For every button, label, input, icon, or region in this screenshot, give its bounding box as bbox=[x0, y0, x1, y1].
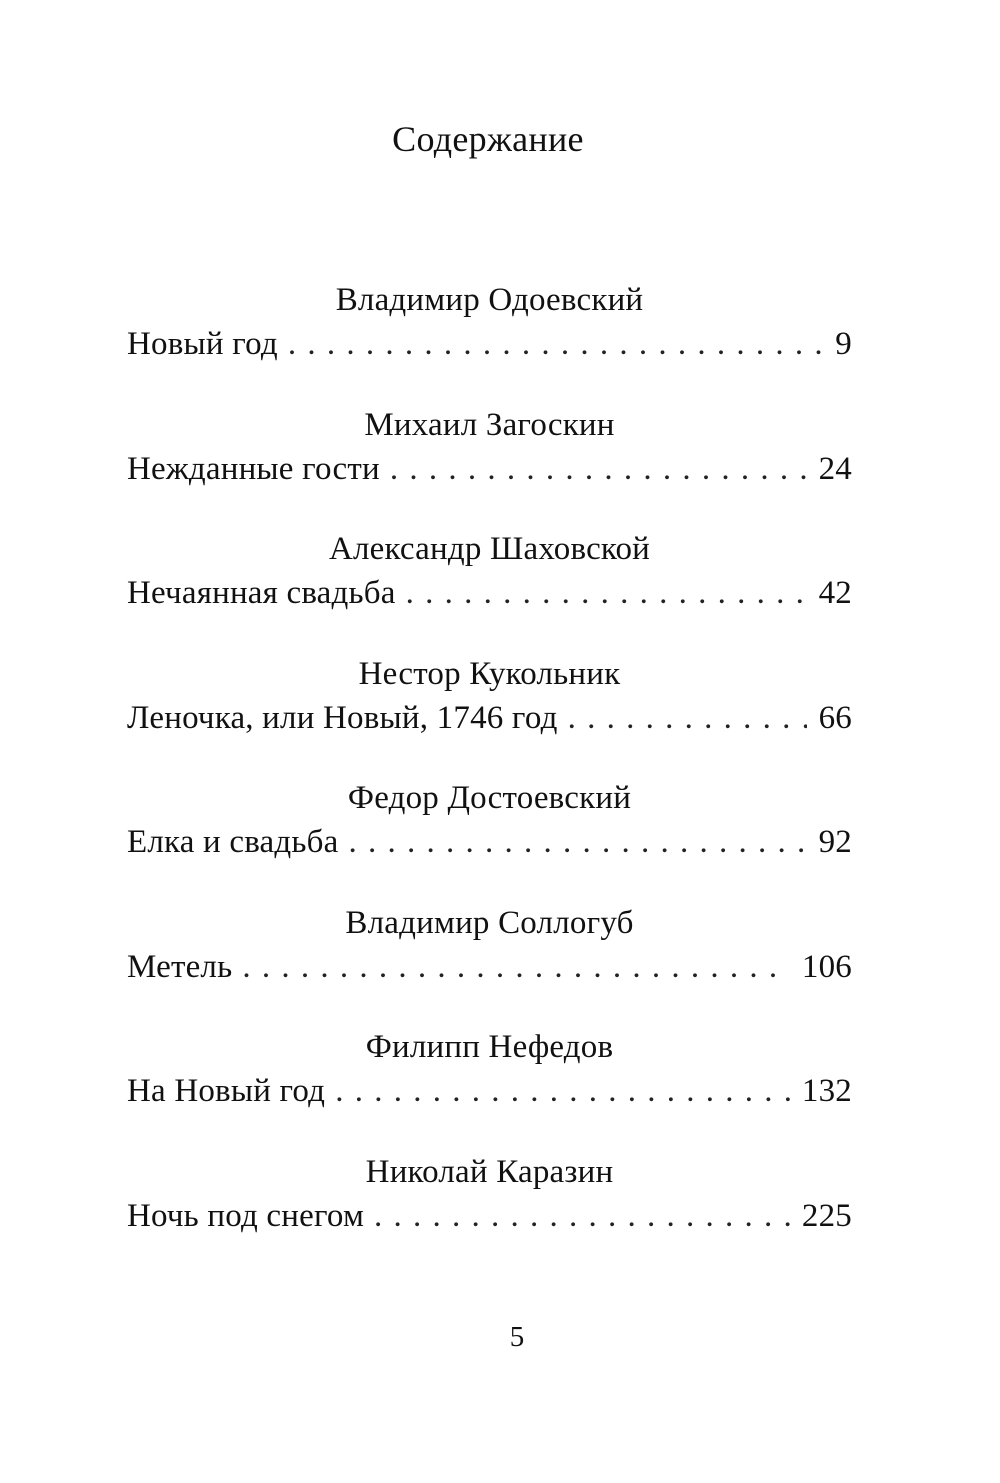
dot-leader bbox=[335, 1071, 790, 1111]
author-name: Владимир Соллогуб bbox=[345, 904, 634, 941]
dot-leader bbox=[390, 449, 807, 489]
author-name: Владимир Одоевский bbox=[335, 282, 644, 318]
toc-line bbox=[127, 696, 852, 738]
dot-leader bbox=[406, 573, 807, 613]
page-reference: 106 bbox=[801, 948, 852, 985]
dot-leader bbox=[288, 324, 823, 364]
page-reference: 66 bbox=[818, 699, 852, 736]
page-reference: 225 bbox=[801, 1197, 852, 1234]
work-title: Елка и свадьба bbox=[127, 824, 339, 860]
author-name: Федор Достоевский bbox=[347, 780, 632, 816]
dot-leader bbox=[374, 1196, 790, 1236]
toc-entry bbox=[127, 778, 852, 903]
toc-entry bbox=[127, 903, 852, 1028]
work-title: Нечаянная свадьба bbox=[127, 575, 396, 611]
toc-entry bbox=[127, 405, 852, 530]
toc-line bbox=[127, 945, 852, 987]
toc-line bbox=[127, 447, 852, 489]
toc-line bbox=[127, 820, 852, 862]
toc-entry bbox=[127, 280, 852, 405]
work-title: Метель bbox=[127, 948, 233, 985]
work-title: Ночь под снегом bbox=[127, 1197, 365, 1234]
toc-entry bbox=[127, 654, 852, 779]
work-title: Леночка, или Новый, 1746 год bbox=[127, 699, 558, 736]
work-title: Нежданные гости bbox=[127, 450, 380, 487]
page-reference: 24 bbox=[818, 450, 852, 487]
dot-leader bbox=[242, 947, 790, 987]
work-title: Новый год bbox=[127, 326, 278, 362]
page-reference: 92 bbox=[818, 824, 852, 860]
page-reference: 42 bbox=[818, 575, 852, 611]
table-of-contents bbox=[127, 280, 852, 1276]
page-title: Содержание bbox=[392, 119, 584, 159]
dot-leader bbox=[348, 822, 806, 862]
toc-line bbox=[127, 1194, 852, 1236]
page-reference: 132 bbox=[801, 1073, 852, 1109]
author-name: Нестор Кукольник bbox=[358, 655, 621, 692]
page-number: 5 bbox=[509, 1321, 525, 1353]
dot-leader bbox=[568, 698, 807, 738]
toc-entry bbox=[127, 1152, 852, 1277]
toc-entry bbox=[127, 1027, 852, 1152]
author-name: Михаил Загоскин bbox=[364, 406, 615, 443]
author-name: Филипп Нефедов bbox=[365, 1029, 614, 1065]
toc-line bbox=[127, 571, 852, 613]
author-name: Николай Каразин bbox=[365, 1153, 614, 1190]
work-title: На Новый год bbox=[127, 1073, 326, 1109]
author-name: Александр Шаховской bbox=[328, 531, 651, 567]
toc-entry bbox=[127, 529, 852, 654]
toc-line bbox=[127, 322, 852, 364]
page-reference: 9 bbox=[835, 326, 852, 362]
toc-line bbox=[127, 1069, 852, 1111]
